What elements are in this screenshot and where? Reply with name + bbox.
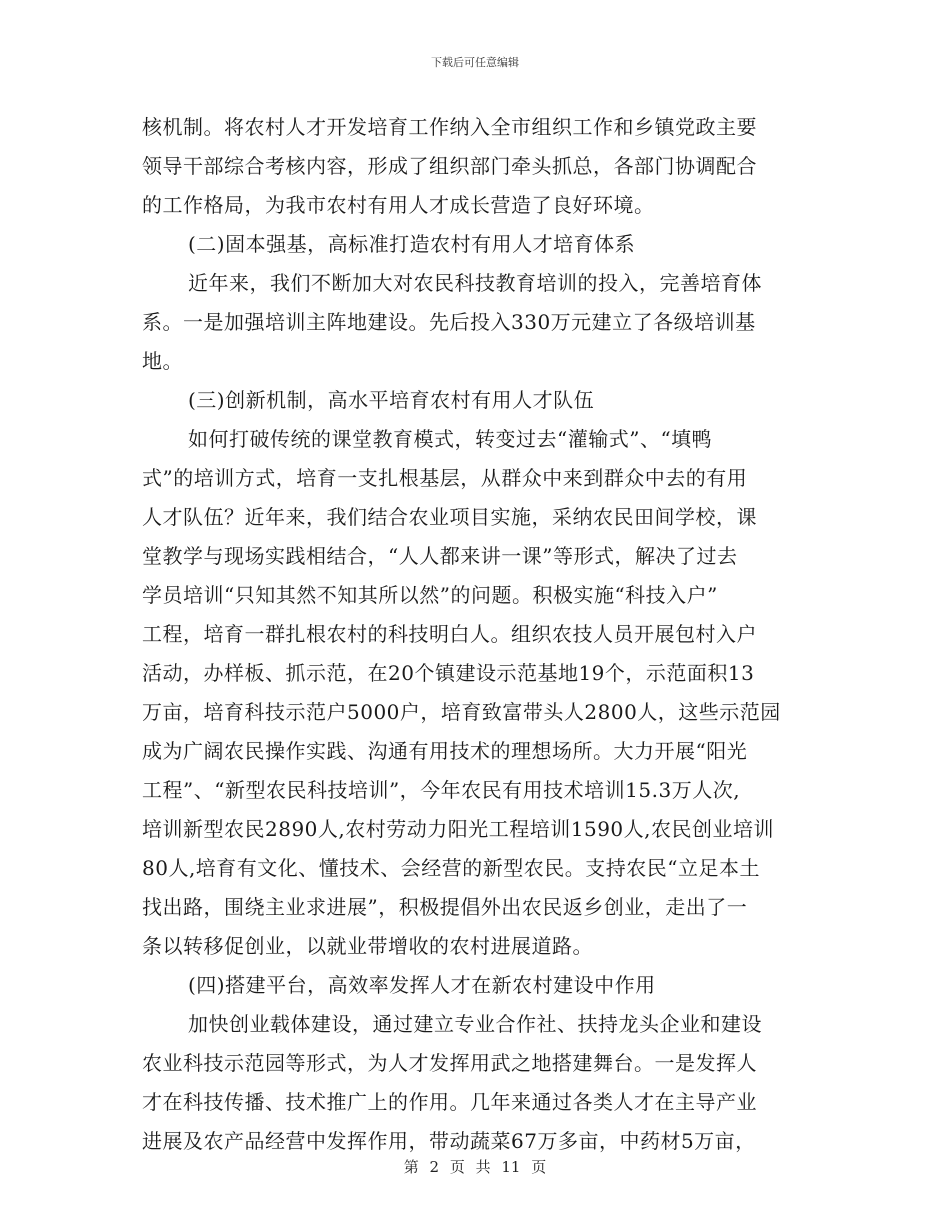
- text-line: 培训新型农民2890人,农村劳动力阳光工程培训1590人,农民创业培训: [142, 817, 775, 841]
- paragraph-start: 加快创业载体建设，通过建立专业合作社、扶持龙头企业和建设: [188, 1012, 762, 1036]
- text-line: 工程，培育一群扎根农村的科技明白人。组织农技人员开展包村入户: [142, 622, 757, 646]
- text-line: 堂教学与现场实践相结合，“人人都来讲一课”等形式，解决了过去: [142, 544, 738, 568]
- section-heading: (二)固本强基，高标准打造农村有用人才培育体系: [188, 232, 636, 256]
- section-heading: (三)创新机制，高水平培育农村有用人才队伍: [188, 388, 595, 412]
- text-line: 系。一是加强培训主阵地建设。先后投入330万元建立了各级培训基: [142, 310, 756, 334]
- page-number-footer: 第 2 页 共 11 页: [403, 1158, 547, 1176]
- text-line: 条以转移促创业，以就业带增收的农村进展道路。: [142, 934, 593, 958]
- header-note: 下载后可任意编辑: [431, 56, 519, 69]
- text-line: 的工作格局，为我市农村有用人才成长营造了良好环境。: [142, 193, 655, 217]
- text-line: 成为广阔农民操作实践、沟通有用技术的理想场所。大力开展“阳光: [142, 739, 748, 763]
- paragraph-start: 近年来，我们不断加大对农民科技教育培训的投入，完善培育体: [188, 271, 762, 295]
- text-line: 活动，办样板、抓示范，在20个镇建设示范基地19个，示范面积13: [142, 661, 755, 685]
- text-line: 80人,培育有文化、懂技术、会经营的新型农民。支持农民“立足本土: [142, 856, 761, 880]
- text-line: 找出路，围绕主业求进展”，积极提倡外出农民返乡创业，走出了一: [142, 895, 748, 919]
- text-line: 才在科技传播、技术推广上的作用。几年来通过各类人才在主导产业: [142, 1090, 757, 1114]
- paragraph-start: 如何打破传统的课堂教育模式，转变过去“灌输式”、“填鸭: [188, 427, 713, 451]
- text-line: 万亩，培育科技示范户5000户，培育致富带头人2800人，这些示范园: [142, 700, 781, 724]
- text-line: 工程”、“新型农民科技培训”，今年农民有用技术培训15.3万人次,: [142, 778, 741, 802]
- text-line: 式”的培训方式，培育一支扎根基层，从群众中来到群众中去的有用: [142, 466, 748, 490]
- text-line: 进展及农产品经营中发挥作用，带动蔬菜67万多亩，中药材5万亩，: [142, 1129, 756, 1153]
- text-line: 人才队伍？近年来，我们结合农业项目实施，采纳农民田间学校，课: [142, 505, 757, 529]
- text-line: 农业科技示范园等形式，为人才发挥用武之地搭建舞台。一是发挥人: [142, 1051, 757, 1075]
- text-line: 领导干部综合考核内容，形成了组织部门牵头抓总，各部门协调配合: [142, 154, 757, 178]
- text-line: 地。: [142, 349, 183, 373]
- section-heading: (四)搭建平台，高效率发挥人才在新农村建设中作用: [188, 973, 656, 997]
- document-body: [142, 108, 812, 1161]
- text-line: 核机制。将农村人才开发培育工作纳入全市组织工作和乡镇党政主要: [142, 115, 757, 139]
- text-line: 学员培训“只知其然不知其所以然”的问题。积极实施“科技入户”: [142, 583, 718, 607]
